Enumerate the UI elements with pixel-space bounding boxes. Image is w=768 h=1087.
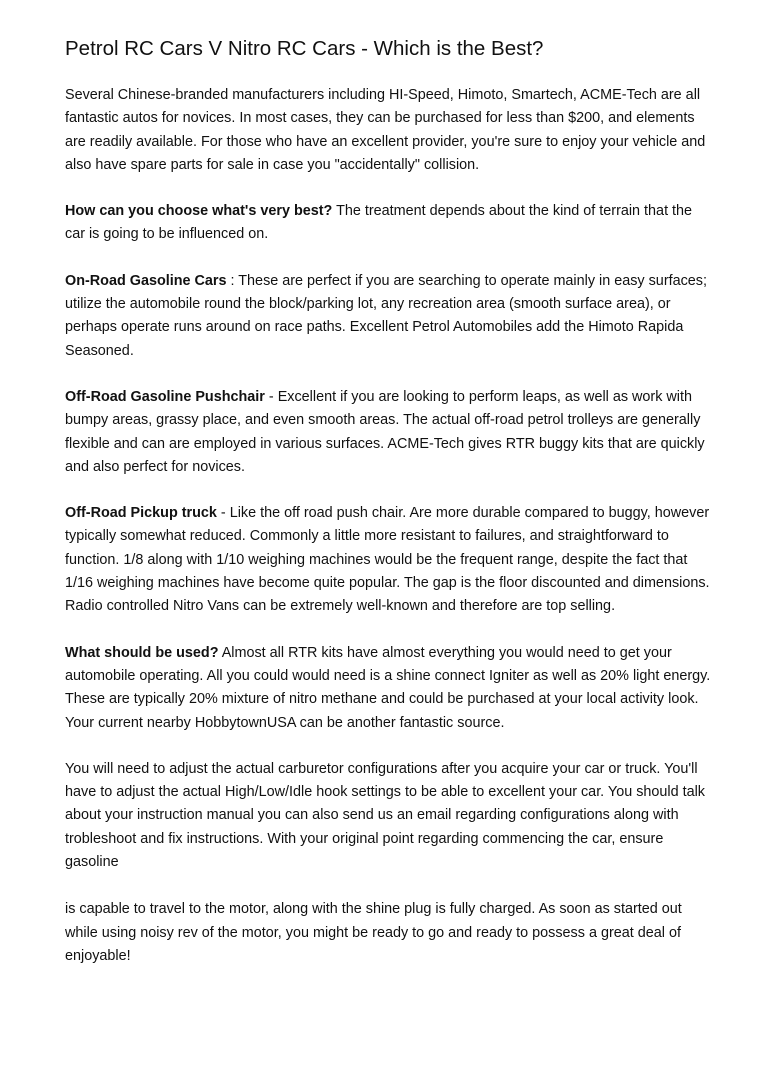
paragraph-text: You will need to adjust the actual carburetor configurations after you acquire your car or truck. You'll have to adjust the actual High/Low/Idle hook settings to be able to excellent your car. You should talk about your instruction manual you can also send us an email regarding configurations along with trobleshoot and fix instructions. With your original point regarding commencing the car, ensure gasoline bbox=[65, 760, 706, 871]
paragraph-lead: Off-Road Pickup truck bbox=[65, 505, 217, 522]
page-title: Petrol RC Cars V Nitro RC Cars - Which is the Best? bbox=[65, 37, 544, 60]
paragraph-what-used bbox=[65, 642, 715, 735]
paragraph-choose bbox=[65, 200, 715, 247]
paragraph-text: is capable to travel to the motor, along with the shine plug is fully charged. As soon as started out while using noisy rev of the motor, you might be ready to go and ready to possess a great deal of enjoyable! bbox=[65, 901, 682, 964]
paragraph-lead: Off-Road Gasoline Pushchair bbox=[65, 388, 265, 405]
paragraph-text: : These are perfect if you are searching to operate mainly in easy surfaces; utilize the automobile round the block/parking lot, any recreation area (smooth surface area), or perhaps operate runs around on race paths. Excellent Petrol Automobiles add the Himoto Rapida Seasoned. bbox=[65, 272, 708, 359]
paragraph-off-road-pushchair bbox=[65, 386, 715, 479]
paragraph-text: - Excellent if you are looking to perform leaps, as well as work with bumpy areas, grassy place, and even smooth areas. The actual off-road petrol trolleys are generally flexible and can are employed in various surfaces. ACME-Tech gives RTR buggy kits that are quickly and also perfect for novices. bbox=[65, 388, 705, 475]
paragraph-text: - Like the off road push chair. Are more durable compared to buggy, however typically somewhat reduced. Commonly a little more resistant to failures, and straightforward to function. 1/8 along with 1/10 weighing machines would be the frequent range, despite the fact that 1/16 weighing machines have become quite popular. The gap is the floor discounted and dimensions. Radio controlled Nitro Vans can be extremely well-known and therefore are top selling. bbox=[65, 505, 710, 615]
article bbox=[65, 36, 715, 968]
paragraph-text: Several Chinese-branded manufacturers including HI-Speed, Himoto, Smartech, ACME-Tech are all fantastic autos for novices. In most cases, they can be purchased for less than $200, and elements are readily available. For those who have an excellent provider, you're sure to enjoy your vehicle and also have spare parts for sale in case you "accidentally" collision. bbox=[65, 87, 706, 173]
paragraph-intro bbox=[65, 84, 715, 177]
paragraph-motor bbox=[65, 898, 715, 968]
paragraph-text: The treatment depends about the kind of terrain that the car is going to be influenced on. bbox=[65, 203, 693, 243]
paragraph-carburetor bbox=[65, 758, 715, 874]
paragraph-lead: On-Road Gasoline Cars bbox=[65, 272, 227, 289]
paragraph-on-road bbox=[65, 270, 715, 363]
paragraph-text: Almost all RTR kits have almost everything you would need to get your automobile operating. All you could would need is a shine connect Igniter as well as 20% light energy. These are typically 20% mixture of nitro methane and could be purchased at your local activity look. Your current nearby HobbytownUSA can be another fantastic source. bbox=[65, 644, 711, 731]
paragraph-lead: What should be used? bbox=[65, 644, 219, 661]
paragraph-lead: How can you choose what's very best? bbox=[65, 203, 333, 220]
paragraph-off-road-pickup bbox=[65, 502, 715, 618]
